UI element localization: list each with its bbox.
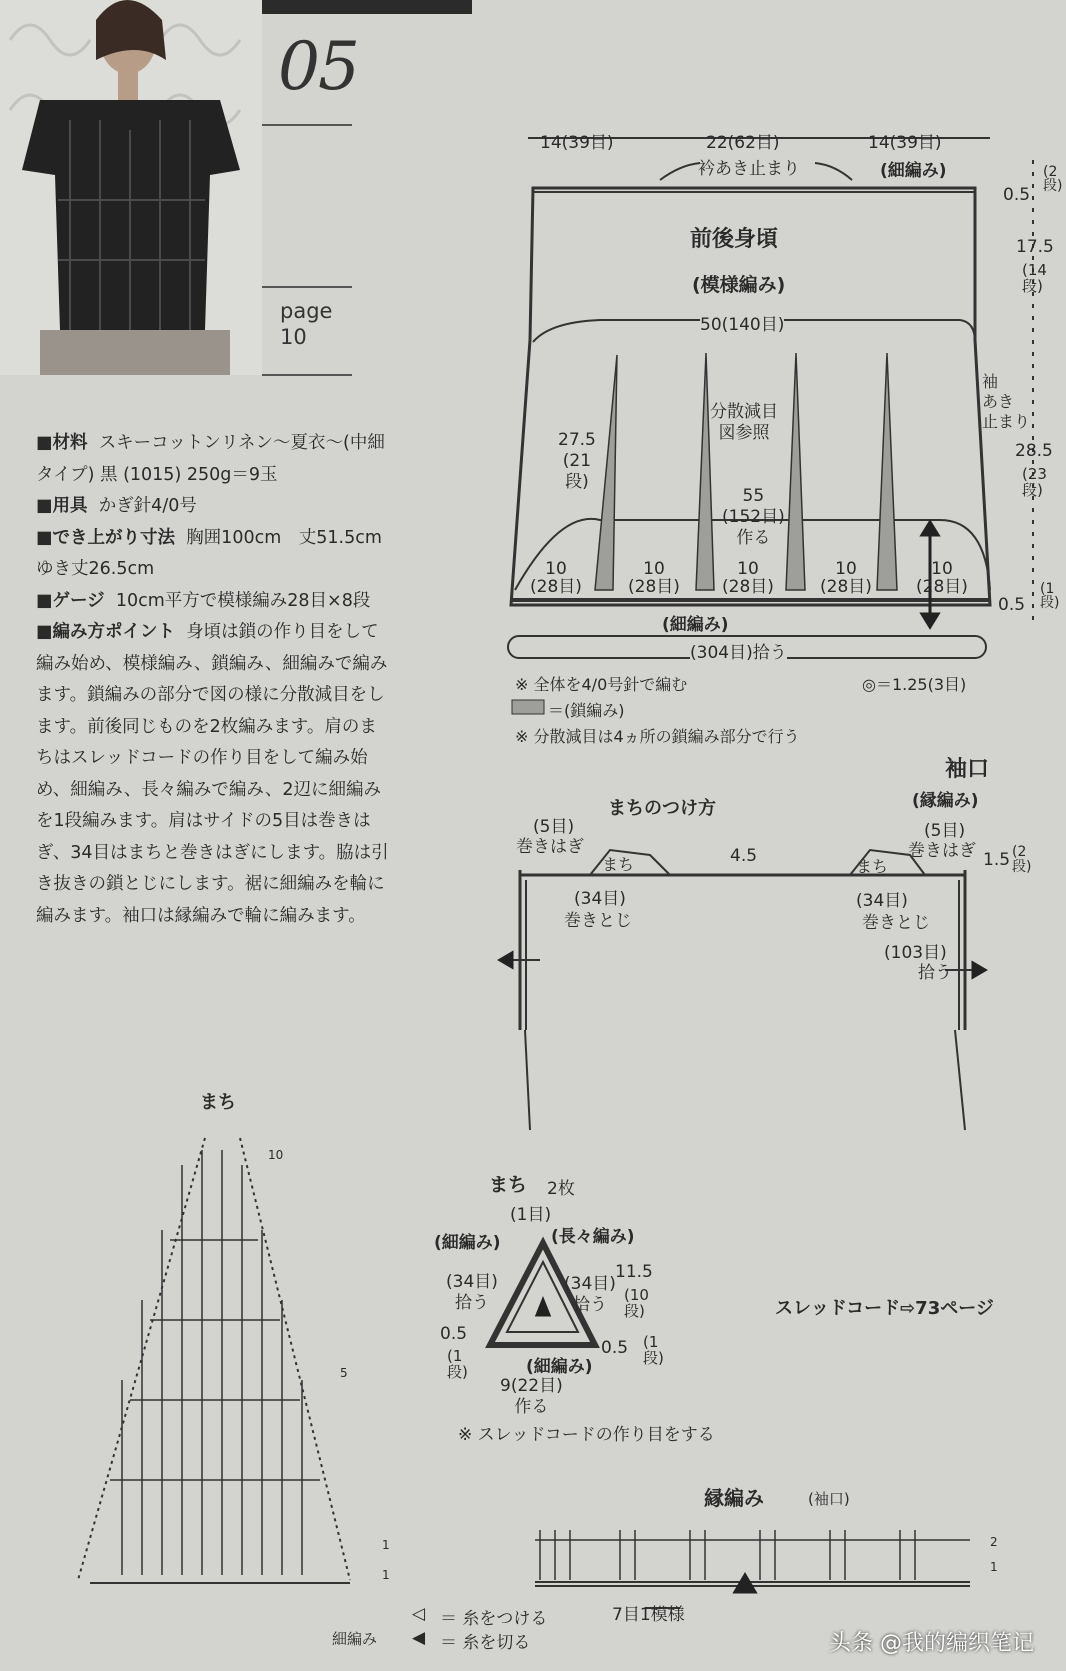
dim-r3: 28.5: [1015, 441, 1053, 461]
top-edge-label: (細編み): [880, 161, 947, 181]
dim-center: 22(62目): [706, 133, 780, 153]
segment: 10 (28目): [628, 559, 680, 597]
dim-right: 14(39目): [868, 133, 942, 153]
gusset-stitch-chart: [110, 1150, 320, 1575]
body-title: 前後身頃: [690, 227, 779, 252]
row-10: 10: [268, 1148, 284, 1162]
gusset-height-rows: (10 段): [624, 1286, 649, 1320]
decrease-wedge: [595, 355, 617, 590]
edging-stitch-chart: [535, 1530, 970, 1580]
tools-label: ■用具: [36, 496, 88, 516]
size-label: ■でき上がり寸法: [36, 527, 176, 548]
left-join: 巻きとじ: [564, 911, 632, 931]
dim-r2-rows: (14 段): [1022, 261, 1047, 295]
cuff-subtitle: (縁編み): [912, 791, 979, 811]
chain-legend: ＝(鎖編み): [548, 701, 625, 720]
edging-title: 縁編み: [704, 1486, 764, 1510]
right-gusset: まち: [856, 857, 889, 876]
dim-left: 14(39目): [540, 133, 614, 153]
thread-cord-ref: スレッドコード⇨73ページ: [775, 1298, 994, 1319]
size-value: 胸囲100cm 丈51.5cm ゆき丈26.5cm: [36, 527, 400, 579]
right-seam: 巻きはぎ: [908, 841, 976, 861]
gusset-note: ※ スレッドコードの作り目をする: [458, 1425, 715, 1445]
dim-r1-rows: (2 段): [1043, 164, 1063, 194]
gusset-right-rows: (1 段): [643, 1333, 664, 1367]
right-pickup: 拾う: [918, 963, 952, 983]
note-needle: ※ 全体を4/0号針で編む: [515, 675, 688, 694]
assembly-title: まちのつけ方: [608, 798, 716, 819]
segment: 10 (28目): [722, 559, 774, 597]
body-subtitle: (模様編み): [692, 274, 786, 296]
chart-title: まち: [200, 1092, 236, 1113]
left-seam: 巻きはぎ: [516, 837, 584, 857]
pickup-label: (304目)拾う: [690, 638, 787, 663]
gusset-base: 9(22目) 作る: [500, 1376, 563, 1417]
decrease-note: 分散減目 図参照: [710, 402, 778, 443]
left-gusset: まち: [602, 855, 635, 874]
segment: 10 (28目): [530, 559, 582, 597]
decrease-wedge: [696, 353, 714, 590]
decrease-wedge: [786, 353, 805, 590]
gusset-right-pick: (34目) 拾う: [564, 1274, 616, 1315]
gusset-left-label: (細編み): [434, 1233, 501, 1253]
materials-label: ■材料: [36, 433, 88, 453]
height-left: 27.5 (21 段): [558, 430, 596, 492]
gusset-left-dim: 0.5: [440, 1324, 468, 1344]
segment: 10 (28目): [916, 559, 968, 597]
dim-r3-rows: (23 段): [1022, 465, 1047, 499]
decrease-wedge: [877, 353, 897, 590]
dim-r4-rows: (1 段): [1040, 581, 1060, 611]
row-1b: 1: [382, 1568, 390, 1582]
right-34: (34目): [856, 891, 908, 911]
dim-r4: 0.5: [998, 595, 1026, 615]
dim-r2: 17.5: [1016, 237, 1054, 257]
armhole-label: 袖 あき 止まり: [982, 372, 1031, 431]
gusset-count: 2枚: [547, 1179, 575, 1199]
edging-row-1: 1: [990, 1560, 998, 1574]
row-1a: 1: [382, 1538, 390, 1552]
left-34: (34目): [574, 889, 626, 909]
watermark: 头条 @我的编织笔记: [829, 1631, 1034, 1656]
legend-dot: ◎＝1.25(3目): [862, 675, 967, 694]
bottom-edge-label: (細編み): [662, 615, 729, 635]
legend-cut-icon: ◀: [412, 1628, 426, 1648]
chain-legend-swatch: [512, 700, 544, 714]
legend-attach: ＝ 糸をつける: [440, 1609, 548, 1629]
note-decrease: ※ 分散減目は4ヵ所の鎖編み部分で行う: [515, 727, 800, 746]
center-dim: 4.5: [730, 846, 758, 866]
cuff-title: 袖口: [945, 757, 990, 782]
right-join: 巻きとじ: [862, 913, 930, 933]
right-dim: 1.5: [983, 850, 1011, 870]
materials-value: スキーコットンリネン〜夏衣〜(中細タイプ) 黒 (1015) 250g＝9玉: [36, 433, 385, 485]
cast-on: 55 (152目) 作る: [722, 486, 785, 548]
gusset-left-pick: (34目) 拾う: [446, 1272, 498, 1313]
page-number: 10: [280, 325, 307, 349]
page-label: page: [280, 299, 333, 323]
legend-attach-icon: ◁: [412, 1604, 426, 1624]
body-width: 50(140目): [700, 310, 784, 335]
gauge-value: 10cm平方で模様編み28目×8段: [115, 590, 371, 611]
right-sts: (5目): [924, 821, 966, 841]
gusset-top: (1目): [510, 1205, 552, 1225]
edging-repeat: 7目1模様: [612, 1605, 685, 1625]
points-label: ■編み方ポイント: [36, 622, 176, 642]
right-103: (103目): [884, 943, 947, 963]
segment: 10 (28目): [820, 559, 872, 597]
gusset-bottom-label: (細編み): [526, 1357, 593, 1377]
chart-bottom: 細編み: [332, 1630, 378, 1648]
row-5: 5: [340, 1366, 348, 1380]
right-dim-rows: (2 段): [1012, 844, 1032, 875]
gusset-height: 11.5: [615, 1262, 653, 1282]
gusset-left-rows: (1 段): [447, 1347, 468, 1381]
points-value: 身頃は鎖の作り目をして編み始め、模様編み、鎖編み、細編みで編みます。鎖編みの部分で図の様に分散減目をします。前後同じものを2枚編みます。肩のまちはスレッドコードの作り目をして編み始め、細編み、長々編みで編み、2辺に細編みを1段編みます。肩はサイドの5目は巻きはぎ、34目はまちと巻きはぎにします。脇は引き抜きの鎖とじにします。裾に細編みを輪に編みます。袖口は縁編みで輪に編みます。: [36, 622, 389, 926]
gauge-label: ■ゲージ: [36, 590, 105, 611]
left-sts: (5目): [533, 817, 575, 837]
legend-cut: ＝ 糸を切る: [440, 1633, 531, 1653]
neck-label: 衿あき止まり: [698, 159, 800, 179]
dim-r1: 0.5: [1003, 185, 1031, 205]
gusset-title: まち: [489, 1174, 528, 1196]
edging-row-2: 2: [990, 1535, 998, 1549]
edging-sub: (袖口): [808, 1490, 850, 1508]
pattern-number: 05: [278, 28, 358, 105]
gusset-right-label: (長々編み): [551, 1227, 635, 1247]
tools-value: かぎ針4/0号: [98, 496, 197, 516]
gusset-right-dim: 0.5: [601, 1338, 629, 1358]
